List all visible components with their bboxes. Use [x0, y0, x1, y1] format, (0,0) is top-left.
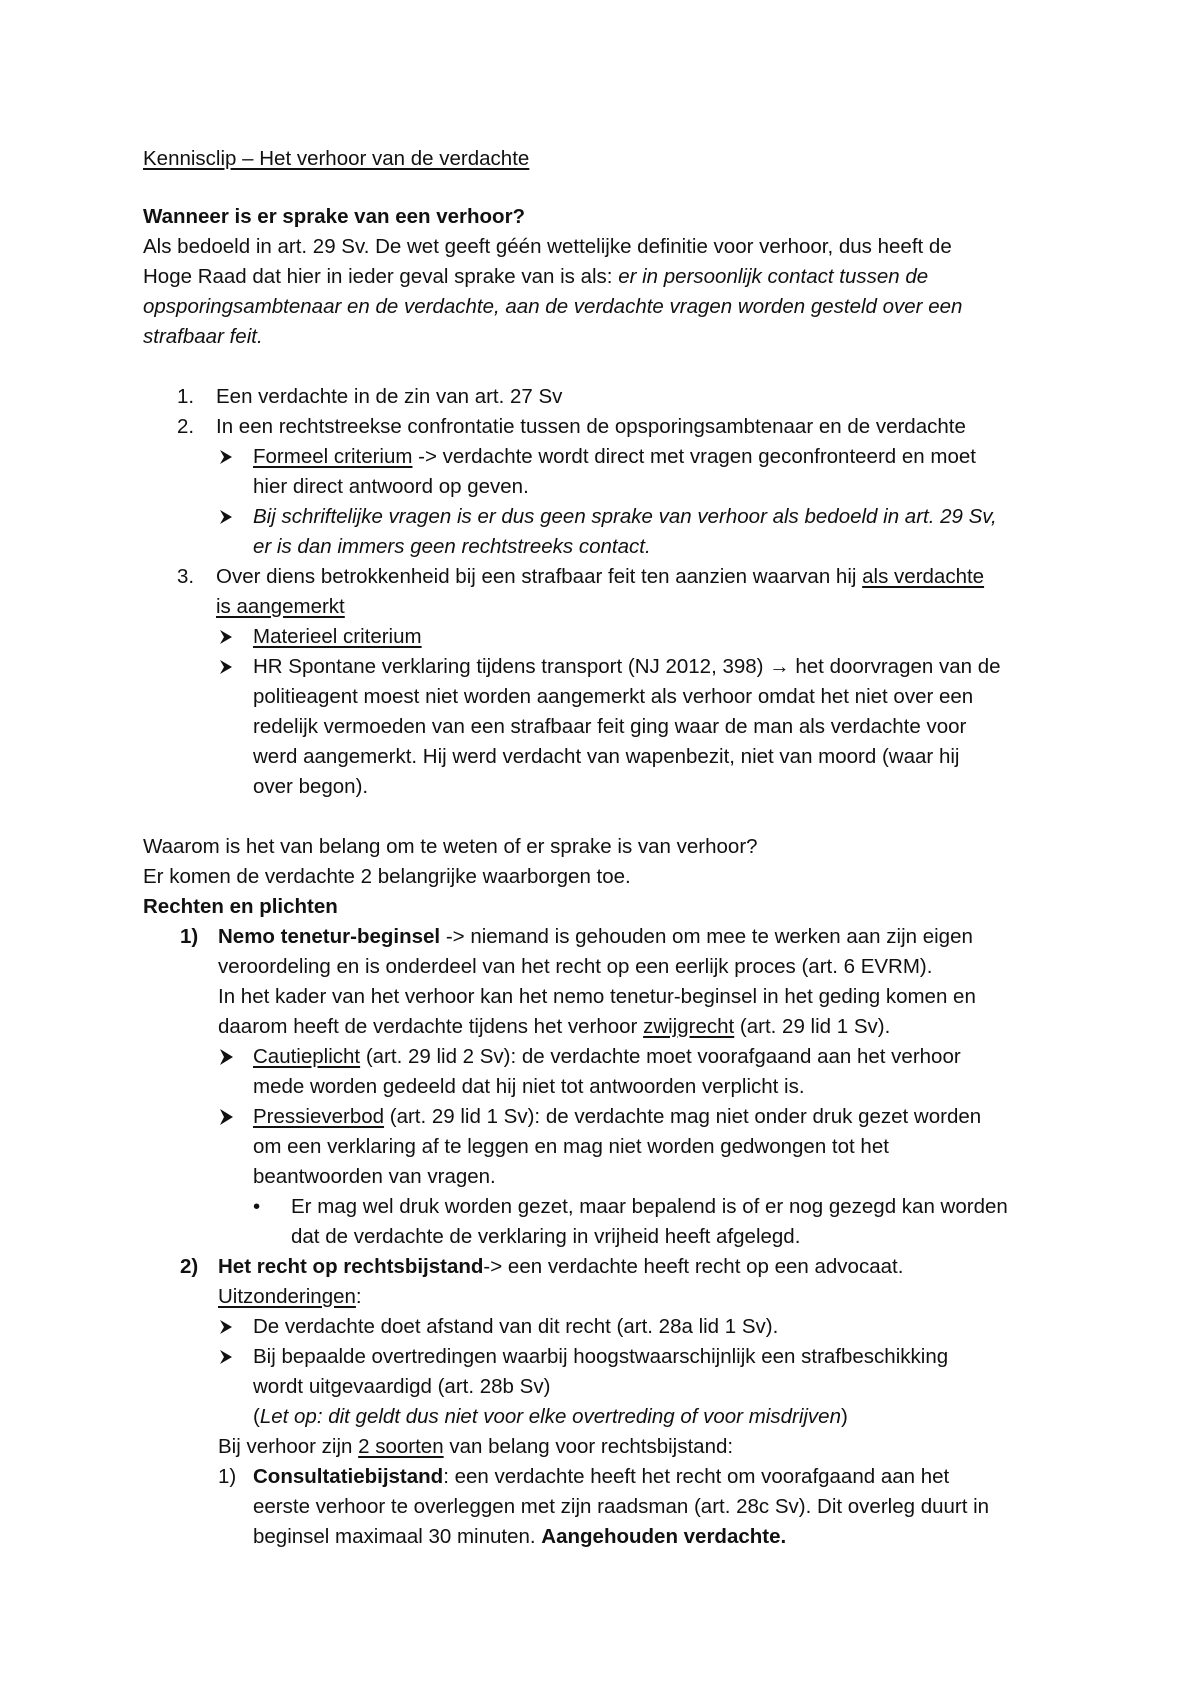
arrowhead-bullet-icon: [218, 1342, 236, 1372]
schriftelijke-vragen-line: Bij schriftelijke vragen is er dus geen sprake van verhoor als bedoeld in art. 29 Sv,: [253, 505, 997, 528]
exception-2-line-2: wordt uitgevaardigd (art. 28b Sv): [253, 1375, 551, 1398]
arrowhead-bullet-icon: [218, 1312, 236, 1342]
druk-line-2: dat de verdachte de verklaring in vrijheid heeft afgelegd.: [291, 1225, 801, 1248]
bullet-dot-icon: •: [253, 1195, 261, 1218]
arrowhead-bullet-icon: [218, 1102, 236, 1132]
list-number: 1.: [177, 385, 195, 408]
formeel-criterium-line-2: hier direct antwoord op geven.: [253, 475, 529, 498]
formeel-criterium-line: Formeel criterium -> verdachte wordt direct met vragen geconfronteerd en moet: [253, 445, 976, 468]
list-number: 2): [180, 1255, 199, 1278]
list-item-continuation: is aangemerkt: [216, 595, 345, 618]
intro-line-4: strafbaar feit.: [143, 325, 263, 348]
consultatiebijstand-line-2: eerste verhoor te overleggen met zijn raadsman (art. 28c Sv). Dit overleg duurt in: [253, 1495, 990, 1518]
list-number: 3.: [177, 565, 195, 588]
nemo-tenetur-line-4: daarom heeft de verdachte tijdens het verhoor zwijgrecht (art. 29 lid 1 Sv).: [218, 1015, 891, 1038]
list-item: Over diens betrokkenheid bij een strafbaar feit ten aanzien waarvan hij als verdachte: [216, 565, 985, 588]
consultatiebijstand-line-3: beginsel maximaal 30 minuten. Aangehouden verdachte.: [253, 1525, 787, 1548]
list-item: In een rechtstreekse confrontatie tussen de opsporingsambtenaar en de verdachte: [216, 415, 966, 438]
right-arrow-icon: →: [769, 655, 790, 678]
cautieplicht-line: Cautieplicht (art. 29 lid 2 Sv): de verdachte moet voorafgaand aan het verhoor: [253, 1045, 961, 1068]
arrowhead-bullet-icon: [218, 1042, 236, 1072]
pressieverbod-line-3: beantwoorden van vragen.: [253, 1165, 496, 1188]
list-number: 1): [180, 925, 199, 948]
druk-line: Er mag wel druk worden gezet, maar bepalend is of er nog gezegd kan worden: [291, 1195, 1008, 1218]
section2-question: Waarom is het van belang om te weten of er sprake is van verhoor?: [143, 835, 758, 858]
schriftelijke-vragen-line-2: er is dan immers geen rechtstreeks contact.: [253, 535, 651, 558]
nemo-tenetur-line: Nemo tenetur-beginsel -> niemand is gehouden om mee te werken aan zijn eigen: [218, 925, 973, 948]
arrowhead-bullet-icon: [218, 652, 236, 682]
document-title: Kennisclip – Het verhoor van de verdachte: [143, 147, 530, 170]
intro-line-2: Hoge Raad dat hier in ieder geval sprake van is als: er in persoonlijk contact tussen de: [143, 265, 929, 288]
soorten-line: Bij verhoor zijn 2 soorten van belang voor rechtsbijstand:: [218, 1435, 734, 1458]
hr-spontane-verklaring-line: HR Spontane verklaring tijdens transport (NJ 2012, 398) → het doorvragen van de: [253, 655, 1001, 678]
list-item: Een verdachte in de zin van art. 27 Sv: [216, 385, 563, 408]
exception-2-note: (Let op: dit geldt dus niet voor elke overtreding of voor misdrijven): [253, 1405, 848, 1428]
arrowhead-bullet-icon: [218, 622, 236, 652]
intro-line-1: Als bedoeld in art. 29 Sv. De wet geeft géén wettelijke definitie voor verhoor, dus heeft de: [143, 235, 952, 258]
nemo-tenetur-line-3: In het kader van het verhoor kan het nemo tenetur-beginsel in het geding komen en: [218, 985, 976, 1008]
materieel-criterium-line: Materieel criterium: [253, 625, 422, 648]
list-number: 1): [218, 1465, 237, 1488]
section1-heading: Wanneer is er sprake van een verhoor?: [143, 205, 526, 228]
section2-answer: Er komen de verdachte 2 belangrijke waarborgen toe.: [143, 865, 631, 888]
rechtsbijstand-line: Het recht op rechtsbijstand-> een verdachte heeft recht op een advocaat.: [218, 1255, 904, 1278]
cautieplicht-line-2: mede worden gedeeld dat hij niet tot antwoorden verplicht is.: [253, 1075, 805, 1098]
hr-line: redelijk vermoeden van een strafbaar feit ging waar de man als verdachte voor: [253, 715, 967, 738]
section2-heading: Rechten en plichten: [143, 895, 338, 918]
uitzonderingen-label: Uitzonderingen:: [218, 1285, 362, 1308]
pressieverbod-line: Pressieverbod (art. 29 lid 1 Sv): de verdachte mag niet onder druk gezet worden: [253, 1105, 982, 1128]
arrowhead-bullet-icon: [218, 502, 236, 532]
intro-line-3: opsporingsambtenaar en de verdachte, aan de verdachte vragen worden gesteld over een: [143, 295, 963, 318]
hr-line: over begon).: [253, 775, 369, 798]
nemo-tenetur-line-2: veroordeling en is onderdeel van het recht op een eerlijk proces (art. 6 EVRM).: [218, 955, 933, 978]
pressieverbod-line-2: om een verklaring af te leggen en mag niet worden gedwongen tot het: [253, 1135, 889, 1158]
exception-2: Bij bepaalde overtredingen waarbij hoogstwaarschijnlijk een strafbeschikking: [253, 1345, 949, 1368]
hr-line: werd aangemerkt. Hij werd verdacht van wapenbezit, niet van moord (waar hij: [253, 745, 960, 768]
hr-line: politieagent moest niet worden aangemerkt als verhoor omdat het niet over een: [253, 685, 974, 708]
exception-1: De verdachte doet afstand van dit recht (art. 28a lid 1 Sv).: [253, 1315, 779, 1338]
arrowhead-bullet-icon: [218, 442, 236, 472]
consultatiebijstand-line: Consultatiebijstand: een verdachte heeft het recht om voorafgaand aan het: [253, 1465, 950, 1488]
list-number: 2.: [177, 415, 195, 438]
